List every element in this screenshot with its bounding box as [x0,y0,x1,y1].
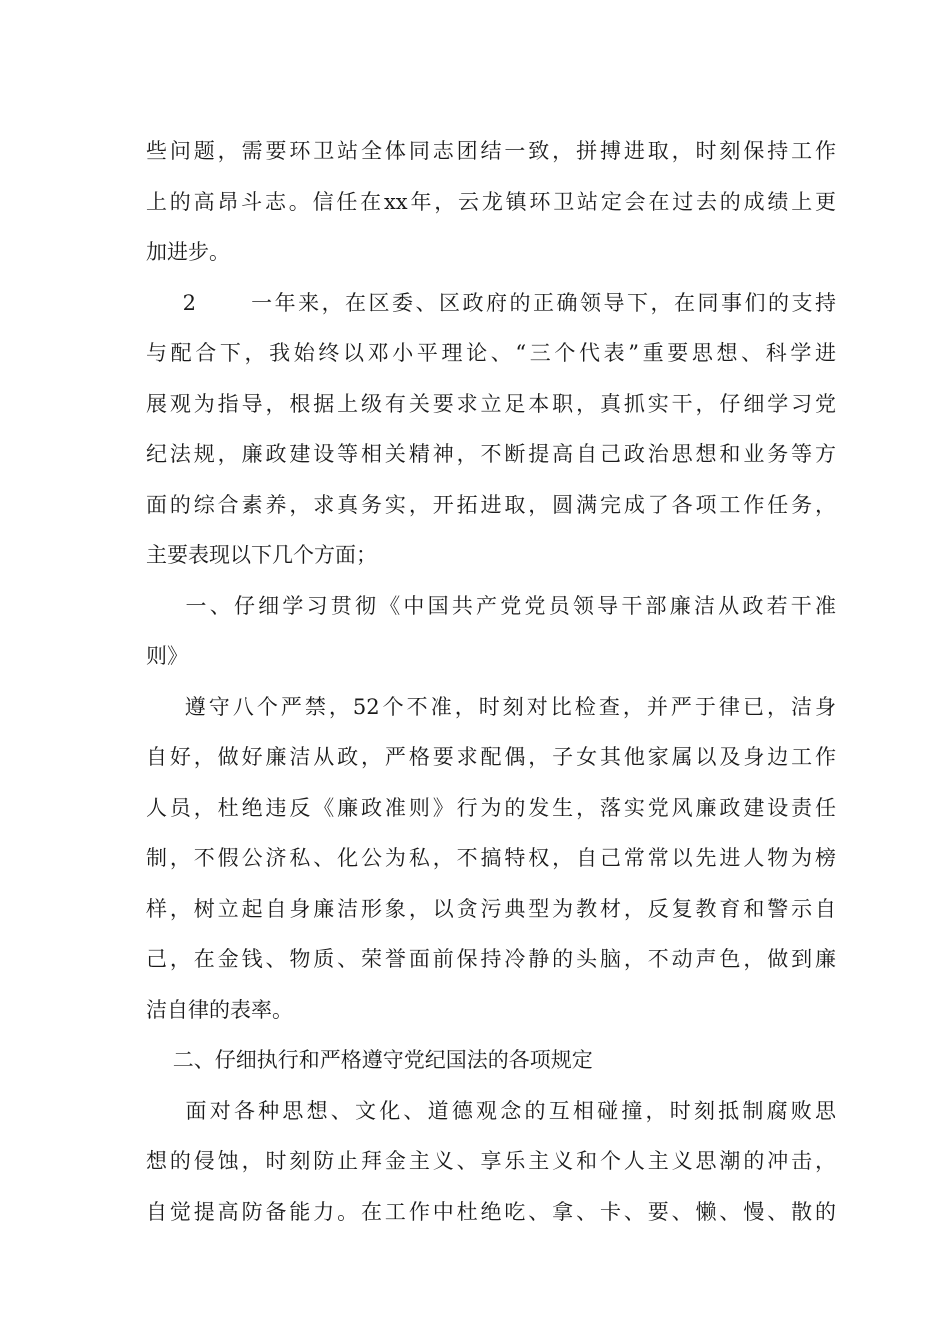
text-line: 想的侵蚀，时刻防止拜金主义、享乐主义和个人主义思潮的冲击， [146,1149,836,1173]
text-line: 主要表现以下几个方面； [146,543,377,567]
text-line: 样，树立起自身廉洁形象，以贪污典型为教材，反复教育和警示自 [146,897,836,921]
text-line: 上的高昂斗志。信任在xx年，云龙镇环卫站定会在过去的成绩上更 [146,190,836,214]
text-line: 面的综合素养，求真务实，开拓进取，圆满完成了各项工作任务， [146,493,836,517]
text-line: 自觉提高防备能力。在工作中杜绝吃、拿、卡、要、懒、慢、散的 [146,1200,836,1224]
text-line: 与配合下，我始终以邓小平理论、“三个代表”重要思想、科学进 [146,341,836,365]
text-line: 己，在金钱、物质、荣誉面前保持冷静的头脑，不动声色，做到廉 [146,947,836,971]
text-line: 自好，做好廉洁从政，严格要求配偶，子女其他家属以及身边工作 [146,745,836,769]
text-line: 洁自律的表率。 [146,998,293,1022]
section-heading: 一、仔细学习贯彻《中国共产党党员领导干部廉洁从政若干准 [146,594,836,618]
text-line: 遵守八个严禁，52个不准，时刻对比检查，并严于律已，洁身 [146,695,836,719]
text-line: 人员，杜绝违反《廉政准则》行为的发生，落实党风廉政建设责任 [146,796,836,820]
text-line: 面对各种思想、文化、道德观念的互相碰撞，时刻抵制腐败思 [146,1099,836,1123]
text-line: 2 一年来，在区委、区政府的正确领导下，在同事们的支持 [146,291,836,315]
text-line: 制，不假公济私、化公为私，不搞特权，自己常常以先进人物为榜 [146,846,836,870]
text-line: 加进步。 [146,240,230,264]
text-line: 展观为指导，根据上级有关要求立足本职，真抓实干，仔细学习党 [146,392,836,416]
section-heading: 二、仔细执行和严格遵守党纪国法的各项规定 [146,1048,593,1072]
text-line: 些问题，需要环卫站全体同志团结一致，拼搏进取，时刻保持工作 [146,139,836,163]
text-line: 纪法规，廉政建设等相关精神，不断提高自己政治思想和业务等方 [146,442,836,466]
section-heading: 则》 [146,644,188,668]
